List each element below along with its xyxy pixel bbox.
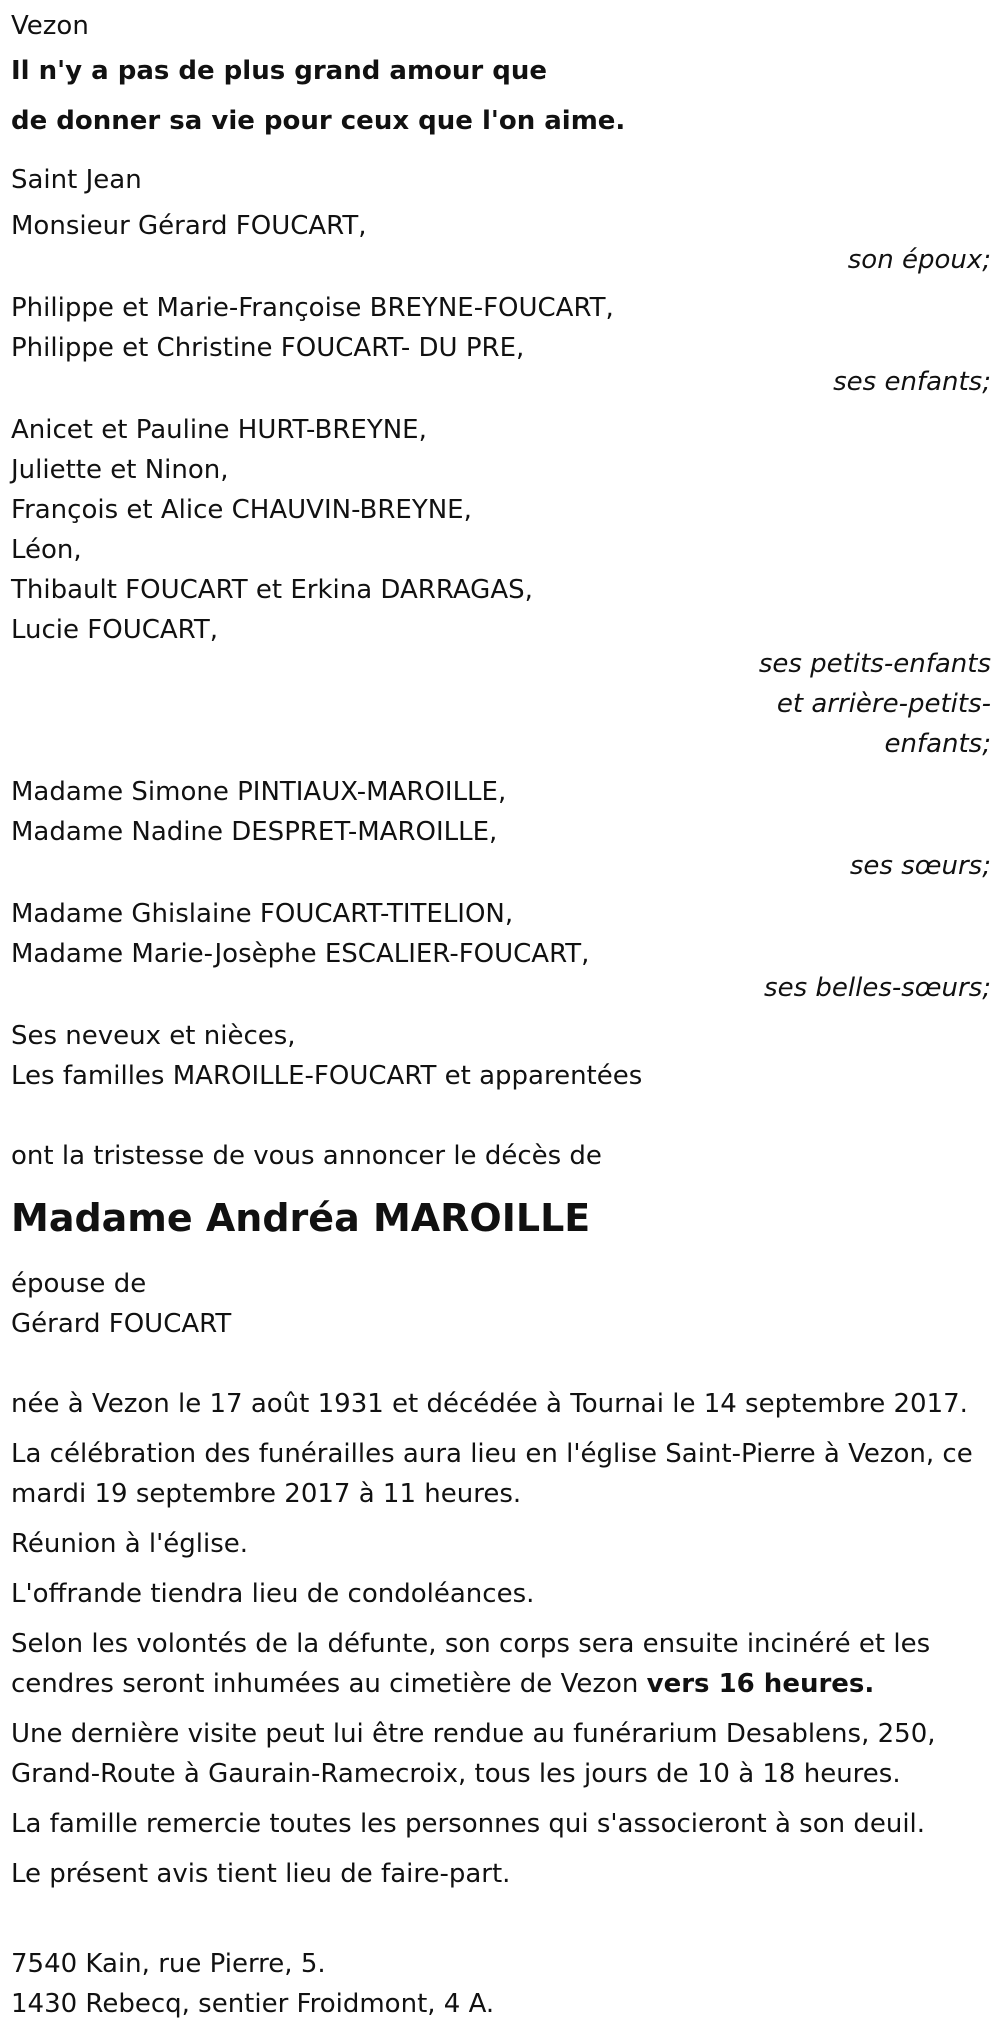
- family-name-line: Lucie FOUCART,: [11, 615, 218, 645]
- offering-text: L'offrande tiendra lieu de condoléances.: [11, 1579, 535, 1609]
- announcement-text: ont la tristesse de vous annoncer le décès de: [11, 1141, 602, 1171]
- quote-line: Il n'y a pas de plus grand amour que: [11, 56, 548, 86]
- family-name-line: Léon,: [11, 535, 82, 565]
- family-name-line: Ses neveux et nièces,: [11, 1021, 296, 1051]
- spouse-line: Gérard FOUCART: [11, 1309, 232, 1339]
- obituary-notice: [11, 6, 991, 2024]
- epitaph-quote: [11, 46, 991, 146]
- family-name-line: Les familles MAROILLE-FOUCART et apparentées: [11, 1061, 643, 1091]
- address-line: 1430 Rebecq, sentier Froidmont, 4 A.: [11, 1989, 495, 2019]
- place-name: Saint Jean: [11, 165, 142, 195]
- village-name: Vezon: [11, 11, 89, 41]
- cremation-time: vers 16 heures.: [646, 1669, 875, 1699]
- family-name-line: Madame Nadine DESPRET-MAROILLE,: [11, 817, 498, 847]
- birth-death-text: née à Vezon le 17 août 1931 et décédée à Tournai le 14 septembre 2017.: [11, 1389, 968, 1419]
- relation-label: ses belles-sœurs;: [764, 973, 991, 1003]
- relation-label: ses petits-enfants: [758, 649, 991, 679]
- family-name-line: Philippe et Marie-Françoise BREYNE-FOUCART,: [11, 293, 614, 323]
- relation-label: enfants;: [884, 729, 991, 759]
- spouse-line: épouse de: [11, 1269, 147, 1299]
- relation-label: son époux;: [847, 245, 991, 275]
- family-group-children: [11, 288, 991, 402]
- meeting-text: Réunion à l'église.: [11, 1529, 249, 1559]
- family-name-line: Madame Simone PINTIAUX-MAROILLE,: [11, 777, 507, 807]
- family-name-line: Juliette et Ninon,: [11, 455, 229, 485]
- family-name-line: Madame Marie-Josèphe ESCALIER-FOUCART,: [11, 939, 590, 969]
- family-name-line: Thibault FOUCART et Erkina DARRAGAS,: [11, 575, 533, 605]
- family-group-spouse: [11, 206, 991, 280]
- family-group-sisters: [11, 772, 991, 886]
- relation-label: et arrière-petits-: [776, 689, 991, 719]
- family-name-line: Madame Ghislaine FOUCART-TITELION,: [11, 899, 514, 929]
- family-group-grandchildren: [11, 410, 991, 764]
- spouse-info: [11, 1264, 991, 1344]
- cremation-text-main: Selon les volontés de la défunte, son corps sera ensuite incinéré et les cendres seront inhumées au cimetière de Vezon: [11, 1629, 931, 1699]
- family-name-line: Monsieur Gérard FOUCART,: [11, 211, 367, 241]
- notice-text: Le présent avis tient lieu de faire-part.: [11, 1859, 511, 1889]
- funeral-text: La célébration des funérailles aura lieu en l'église Saint-Pierre à Vezon, ce mardi 19 septembre 2017 à 11 heures.: [11, 1439, 973, 1509]
- family-name-line: François et Alice CHAUVIN-BREYNE,: [11, 495, 472, 525]
- funeral-details: [11, 1384, 991, 1894]
- quote-line: de donner sa vie pour ceux que l'on aime.: [11, 106, 626, 136]
- address-line: 7540 Kain, rue Pierre, 5.: [11, 1949, 326, 1979]
- cremation-text: [11, 1624, 991, 1704]
- family-name-line: Philippe et Christine FOUCART- DU PRE,: [11, 333, 525, 363]
- visit-text: Une dernière visite peut lui être rendue au funérarium Desablens, 250, Grand-Route à Gaurain-Ramecroix, tous les jours de 10 à 18 heures.: [11, 1719, 936, 1789]
- relation-label: ses enfants;: [833, 367, 991, 397]
- relation-label: ses sœurs;: [849, 851, 991, 881]
- addresses: [11, 1944, 991, 2024]
- family-name-line: Anicet et Pauline HURT-BREYNE,: [11, 415, 427, 445]
- other-relatives: [11, 1016, 991, 1096]
- family-group-sisters-in-law: [11, 894, 991, 1008]
- deceased-name: Madame Andréa MAROILLE: [11, 1196, 591, 1240]
- thanks-text: La famille remercie toutes les personnes qui s'associeront à son deuil.: [11, 1809, 926, 1839]
